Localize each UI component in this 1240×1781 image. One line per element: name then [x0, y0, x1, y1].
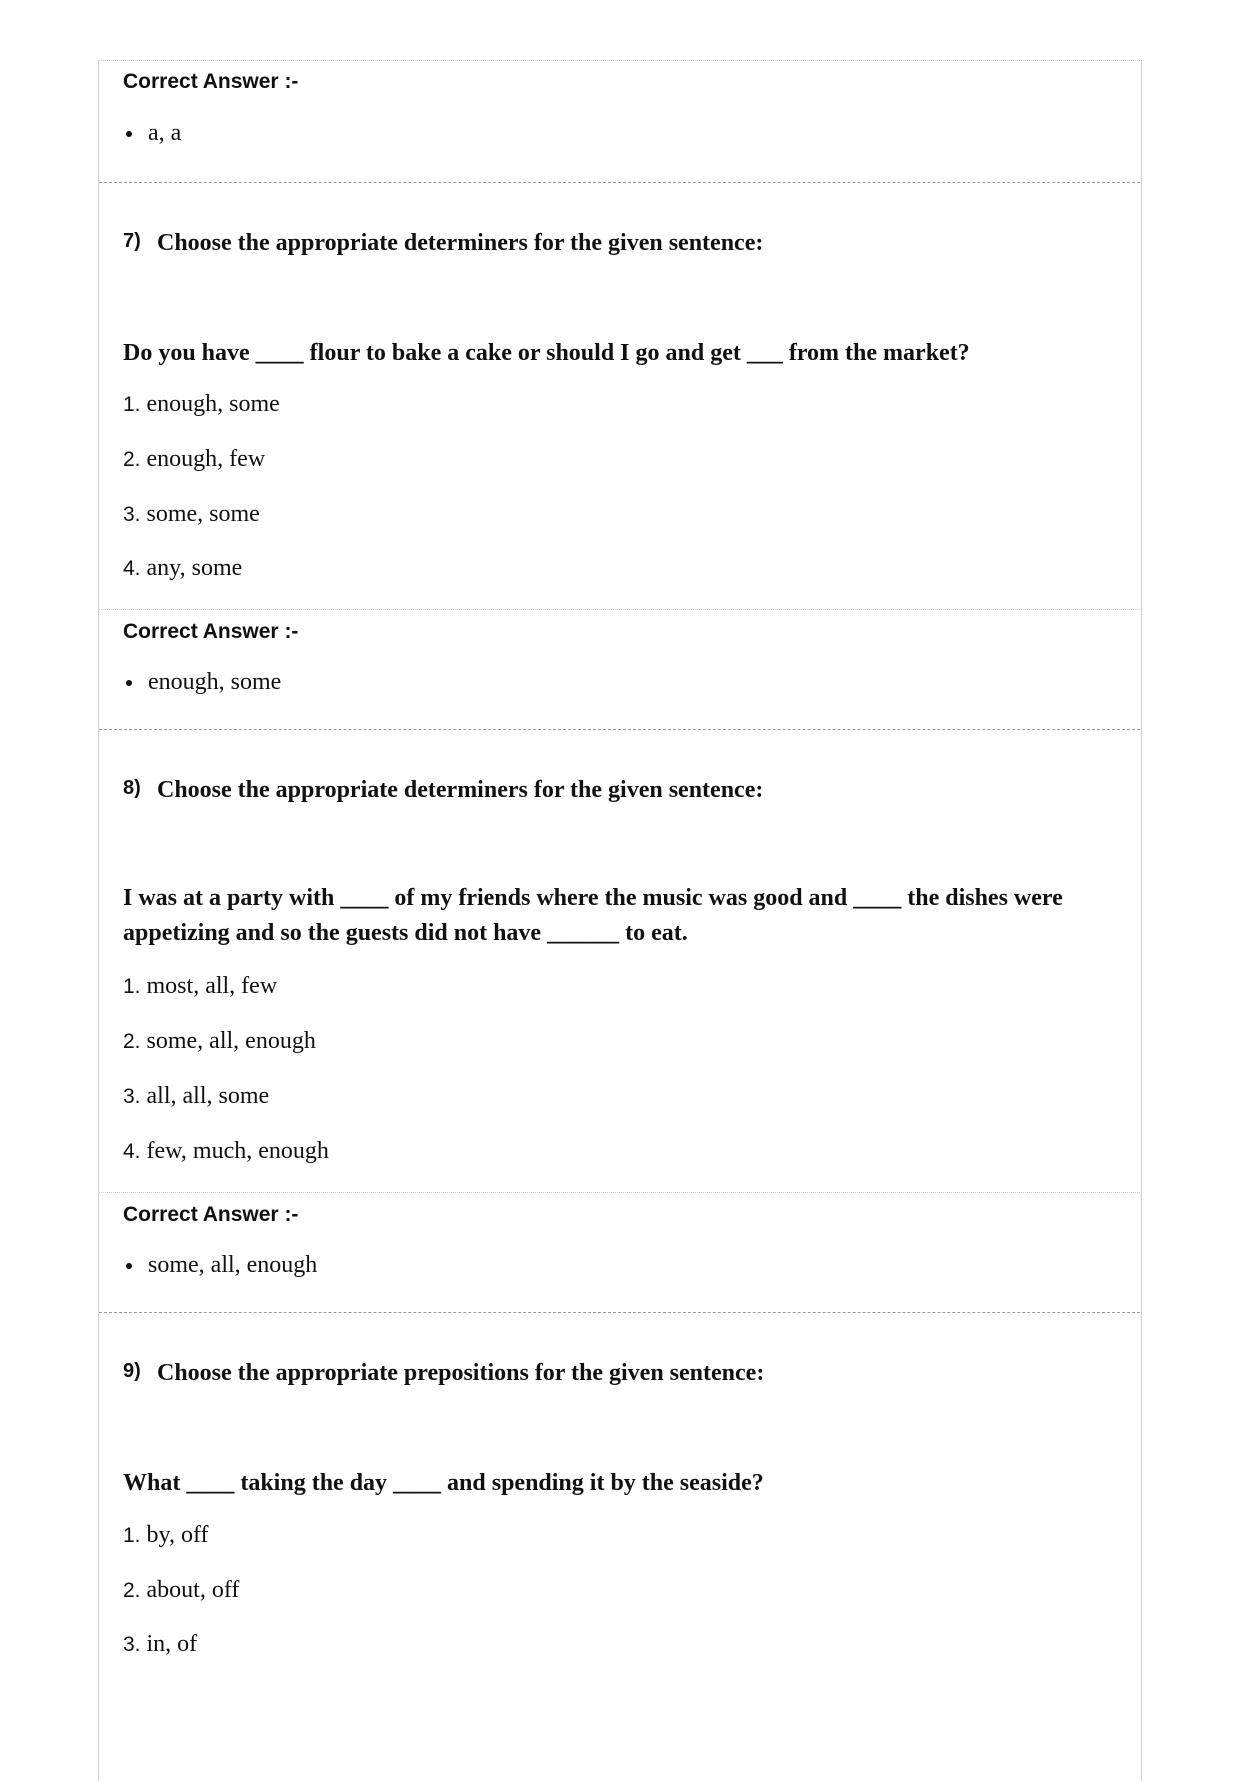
question-separator [99, 729, 1140, 730]
option-item[interactable]: 1. enough, some [123, 391, 280, 417]
question-number: 9) [123, 1360, 141, 1382]
question-separator [99, 182, 1140, 183]
answer-divider [99, 1192, 1140, 1193]
correct-answer-item [123, 669, 281, 696]
option-item[interactable]: 3. all, all, some [123, 1083, 270, 1109]
correct-answer-item [123, 1252, 317, 1279]
question-number: 7) [123, 230, 141, 252]
question-prompt: Choose the appropriate determiners for the given sentence: [157, 230, 764, 256]
option-item[interactable]: 4. few, much, enough [123, 1138, 329, 1164]
correct-answer-value: some, all, enough [148, 1252, 318, 1278]
bullet-icon [126, 1263, 132, 1269]
correct-answer-item [123, 120, 181, 147]
question-separator [99, 1312, 1140, 1313]
question-prompt: Choose the appropriate prepositions for the given sentence: [157, 1360, 765, 1386]
question-number: 8) [123, 777, 141, 799]
option-item[interactable]: 1. most, all, few [123, 973, 278, 999]
question-sentence: What ____ taking the day ____ and spending it by the seaside? [123, 1470, 764, 1496]
option-item[interactable]: 1. by, off [123, 1522, 209, 1548]
question-sentence: I was at a party with ____ of my friends where the music was good and ____ the dishes were appetizing and so the guests did not have ______ to eat. [123, 885, 1063, 946]
correct-answer-value: a, a [148, 120, 182, 146]
option-item[interactable]: 4. any, some [123, 555, 243, 581]
correct-answer-label: Correct Answer :- [123, 1203, 299, 1226]
answer-divider [99, 609, 1140, 610]
option-item[interactable]: 2. enough, few [123, 446, 266, 472]
bullet-icon [126, 131, 132, 137]
question-prompt: Choose the appropriate determiners for the given sentence: [157, 777, 764, 803]
correct-answer-label: Correct Answer :- [123, 70, 299, 93]
option-item[interactable]: 3. in, of [123, 1631, 198, 1657]
option-item[interactable]: 2. some, all, enough [123, 1028, 316, 1054]
bullet-icon [126, 680, 132, 686]
question-sentence: Do you have ____ flour to bake a cake or should I go and get ___ from the market? [123, 340, 970, 366]
option-item[interactable]: 2. about, off [123, 1577, 240, 1603]
correct-answer-label: Correct Answer :- [123, 620, 299, 643]
correct-answer-value: enough, some [148, 669, 282, 695]
option-item[interactable]: 3. some, some [123, 501, 260, 527]
